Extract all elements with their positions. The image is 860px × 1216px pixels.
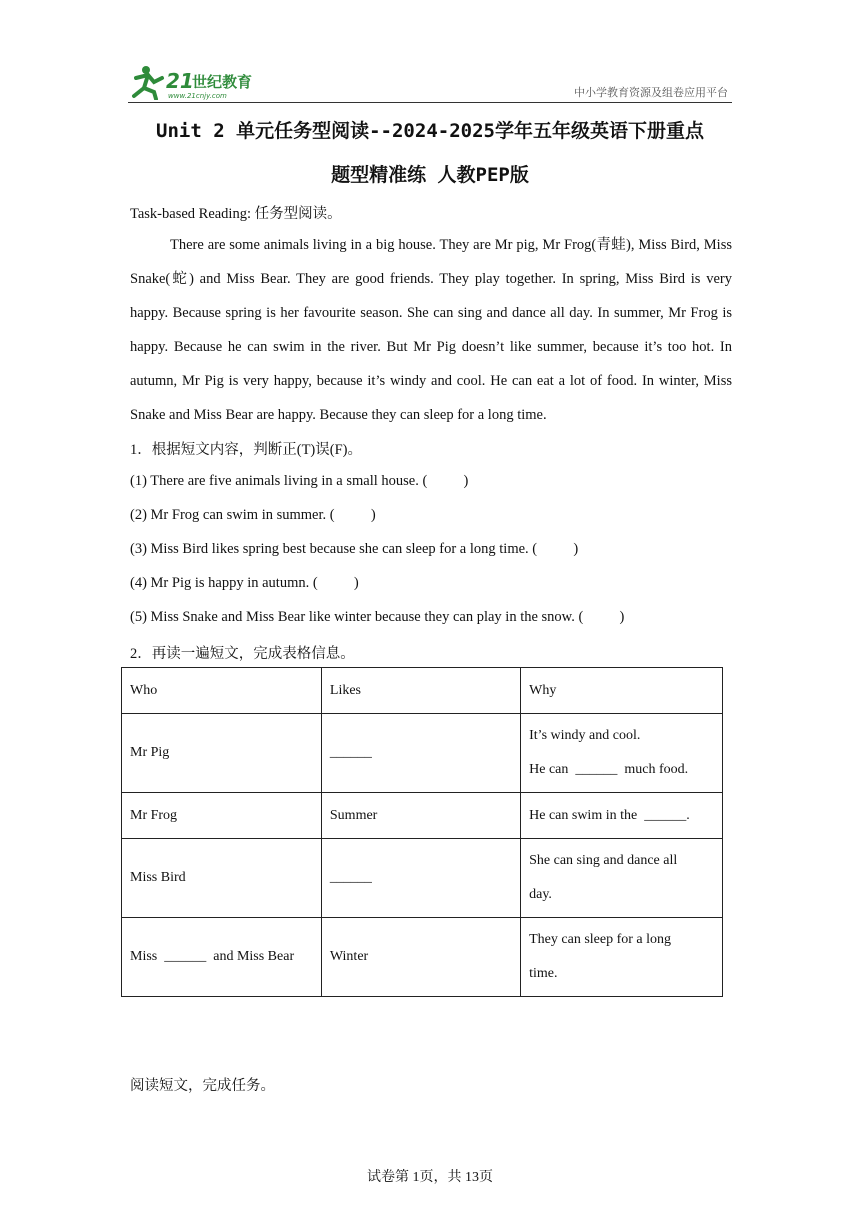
table-row: [122, 793, 723, 839]
passage-text: There are some animals living in a big house. They are Mr pig, Mr Frog(青蛙), Miss Bird, Miss Snake(蛇) and Miss Bear. They are good friends. They play together. In spring, Miss Bird is very happy. Because spring is her favourite season. She can sing and dance all day. In summer, Mr Frog is happy. Because he can swim in the river. But Mr Pig doesn’t like summer, because it’s too hot. In autumn, Mr Pig is very happy, because it’s windy and cool. He can eat a lot of food. In winter, Miss Snake and Miss Bear are happy. Because they can sleep for a long time.: [130, 237, 732, 423]
table-cell-likes: Summer: [321, 793, 520, 839]
why-line: day.: [529, 887, 552, 902]
why-line: He can ______ much food.: [529, 762, 689, 777]
question2-heading: 2．再读一遍短文，完成表格信息。: [130, 646, 355, 662]
info-table: [121, 667, 723, 997]
table-row: [122, 714, 723, 793]
table-cell-why: [521, 918, 723, 997]
page-title-line2: 题型精准练 人教PEP版: [331, 164, 529, 186]
question1-item: (3) Miss Bird likes spring best because she can sleep for a long time. ( ): [130, 541, 579, 557]
why-line: It’s windy and cool.: [529, 728, 641, 743]
table-cell-who: Mr Frog: [122, 793, 322, 839]
svg-text:www.21cnjy.com: www.21cnjy.com: [168, 92, 227, 100]
table-cell-why: [521, 714, 723, 793]
table-row: [122, 918, 723, 997]
instruction: Task-based Reading: 任务型阅读。: [130, 206, 342, 222]
page-header: [128, 58, 732, 103]
next-section-heading: 阅读短文，完成任务。: [130, 1078, 275, 1094]
table-cell-likes: Winter: [321, 918, 520, 997]
why-line: She can sing and dance all: [529, 853, 678, 868]
question1-item: (2) Mr Frog can swim in summer. ( ): [130, 507, 376, 523]
question1-item: (4) Mr Pig is happy in autumn. ( ): [130, 575, 359, 591]
table-header-cell: Who: [122, 668, 322, 714]
question1-item: (1) There are five animals living in a small house. ( ): [130, 473, 469, 489]
table-cell-likes: ______: [321, 839, 520, 918]
svg-text:世纪教育: 世纪教育: [192, 73, 253, 91]
svg-text:21: 21: [166, 69, 194, 93]
table-cell-why: [521, 839, 723, 918]
runner-icon: [134, 66, 162, 99]
table-cell-who: Miss Bird: [122, 839, 322, 918]
page-title-line1: Unit 2 单元任务型阅读--2024-2025学年五年级英语下册重点: [156, 120, 704, 142]
reading-passage: [130, 228, 732, 432]
table-cell-who: Mr Pig: [122, 714, 322, 793]
table-header-row: [122, 668, 723, 714]
page-footer: 试卷第 1页，共 13页: [367, 1170, 493, 1185]
table-cell-who: Miss ______ and Miss Bear: [122, 918, 322, 997]
site-logo: [128, 64, 268, 100]
why-line: They can sleep for a long: [529, 932, 672, 947]
table-row: [122, 839, 723, 918]
question1-heading: 1．根据短文内容，判断正(T)误(F)。: [130, 442, 362, 458]
table-header-cell: Why: [521, 668, 723, 714]
table-cell-why: He can swim in the ______.: [521, 793, 723, 839]
header-platform-text: 中小学教育资源及组卷应用平台: [574, 86, 728, 99]
table-header-cell: Likes: [321, 668, 520, 714]
table-cell-likes: ______: [321, 714, 520, 793]
question1-item: (5) Miss Snake and Miss Bear like winter because they can play in the snow. ( ): [130, 609, 625, 625]
why-line: time.: [529, 966, 558, 981]
